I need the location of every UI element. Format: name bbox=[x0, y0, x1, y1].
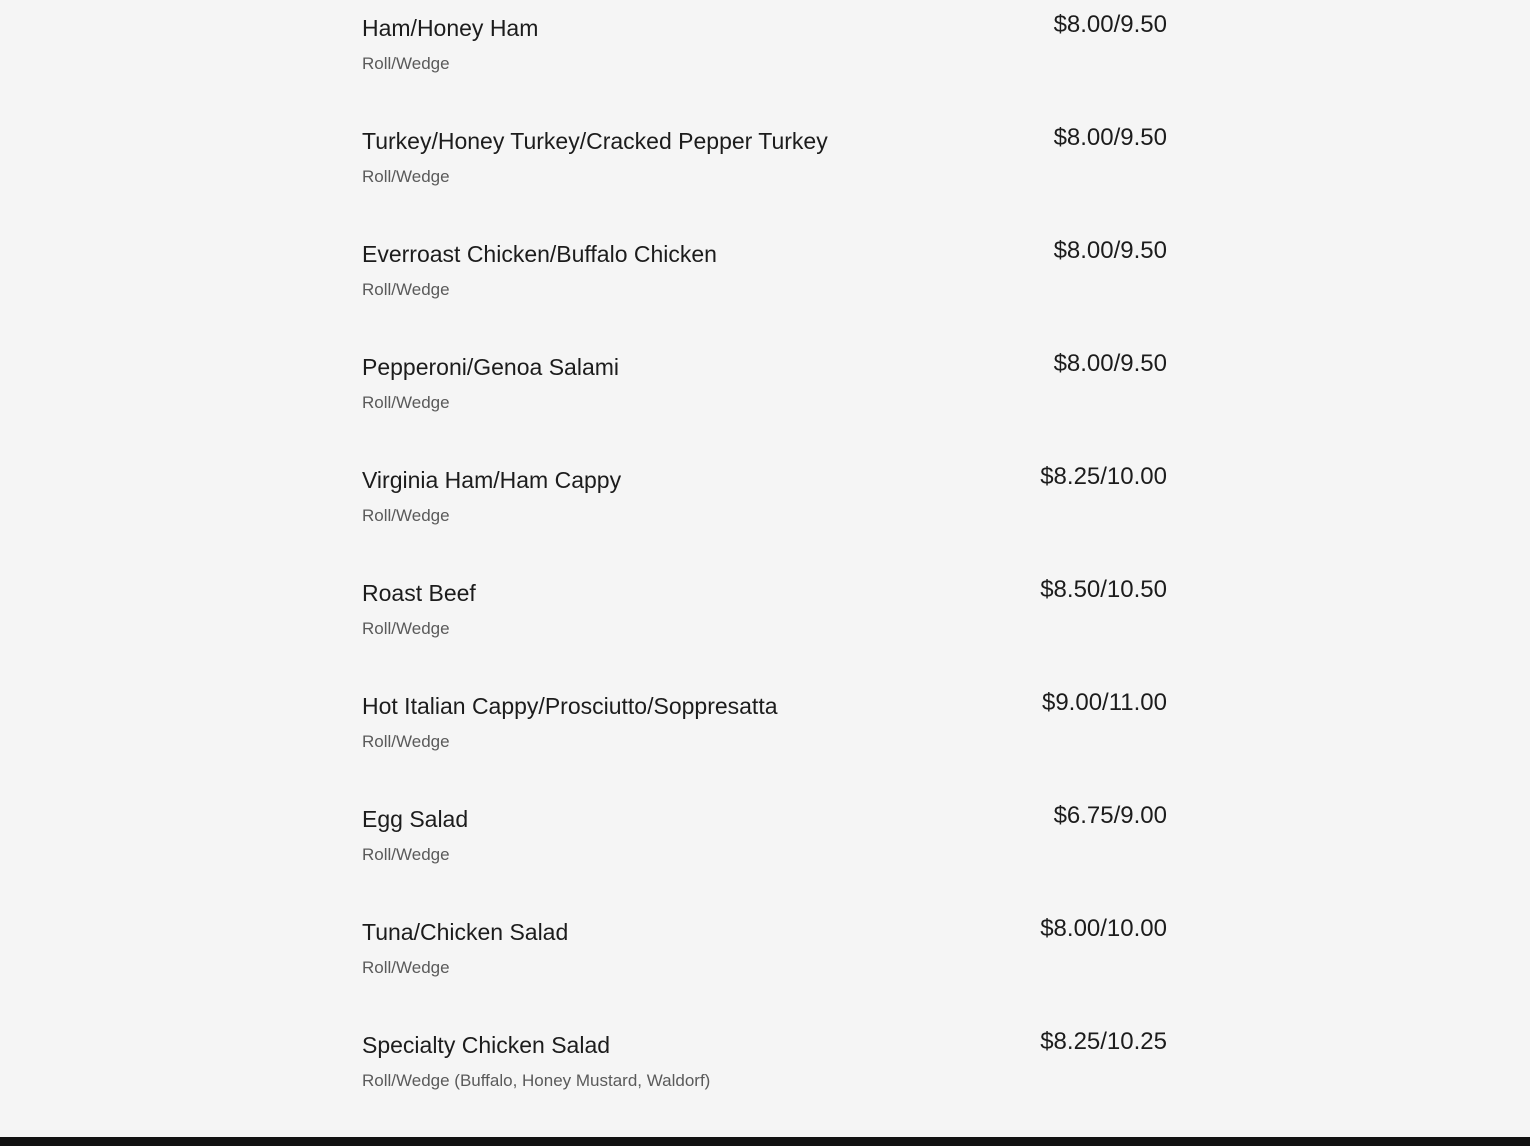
item-price: $8.00/9.50 bbox=[1053, 237, 1167, 264]
item-price: $8.25/10.25 bbox=[1040, 1028, 1167, 1055]
item-description: Roll/Wedge bbox=[362, 280, 450, 299]
item-name: Turkey/Honey Turkey/Cracked Pepper Turkey bbox=[362, 128, 828, 154]
item-price: $8.00/9.50 bbox=[1053, 124, 1167, 151]
item-price: $8.00/10.00 bbox=[1040, 915, 1167, 942]
menu-list bbox=[362, 0, 1167, 1130]
menu-item bbox=[362, 565, 1167, 678]
item-name: Pepperoni/Genoa Salami bbox=[362, 354, 619, 380]
item-description: Roll/Wedge (Buffalo, Honey Mustard, Waldorf) bbox=[362, 1071, 711, 1090]
menu-item bbox=[362, 904, 1167, 1017]
menu-item bbox=[362, 339, 1167, 452]
item-name: Egg Salad bbox=[362, 806, 469, 832]
item-name: Tuna/Chicken Salad bbox=[362, 919, 569, 945]
menu-item bbox=[362, 452, 1167, 565]
item-description: Roll/Wedge bbox=[362, 845, 450, 864]
menu-item bbox=[362, 0, 1167, 113]
item-name: Hot Italian Cappy/Prosciutto/Soppresatta bbox=[362, 693, 778, 719]
item-price: $8.00/9.50 bbox=[1053, 11, 1167, 38]
menu-item bbox=[362, 678, 1167, 791]
item-price: $8.25/10.00 bbox=[1040, 463, 1167, 490]
item-description: Roll/Wedge bbox=[362, 958, 450, 977]
item-description: Roll/Wedge bbox=[362, 732, 450, 751]
item-description: Roll/Wedge bbox=[362, 619, 450, 638]
item-price: $8.00/9.50 bbox=[1053, 350, 1167, 377]
item-name: Roast Beef bbox=[362, 580, 476, 606]
item-description: Roll/Wedge bbox=[362, 167, 450, 186]
item-price: $8.50/10.50 bbox=[1040, 576, 1167, 603]
item-price: $6.75/9.00 bbox=[1053, 802, 1167, 829]
item-name: Ham/Honey Ham bbox=[362, 15, 539, 41]
item-name: Specialty Chicken Salad bbox=[362, 1032, 611, 1058]
item-description: Roll/Wedge bbox=[362, 506, 450, 525]
menu-item bbox=[362, 1017, 1167, 1130]
item-description: Roll/Wedge bbox=[362, 54, 450, 73]
menu-item bbox=[362, 791, 1167, 904]
menu-item bbox=[362, 113, 1167, 226]
item-description: Roll/Wedge bbox=[362, 393, 450, 412]
item-name: Everroast Chicken/Buffalo Chicken bbox=[362, 241, 717, 267]
item-price: $9.00/11.00 bbox=[1041, 689, 1167, 716]
item-name: Virginia Ham/Ham Cappy bbox=[362, 467, 622, 493]
footer-bar bbox=[0, 1137, 1530, 1146]
menu-item bbox=[362, 226, 1167, 339]
